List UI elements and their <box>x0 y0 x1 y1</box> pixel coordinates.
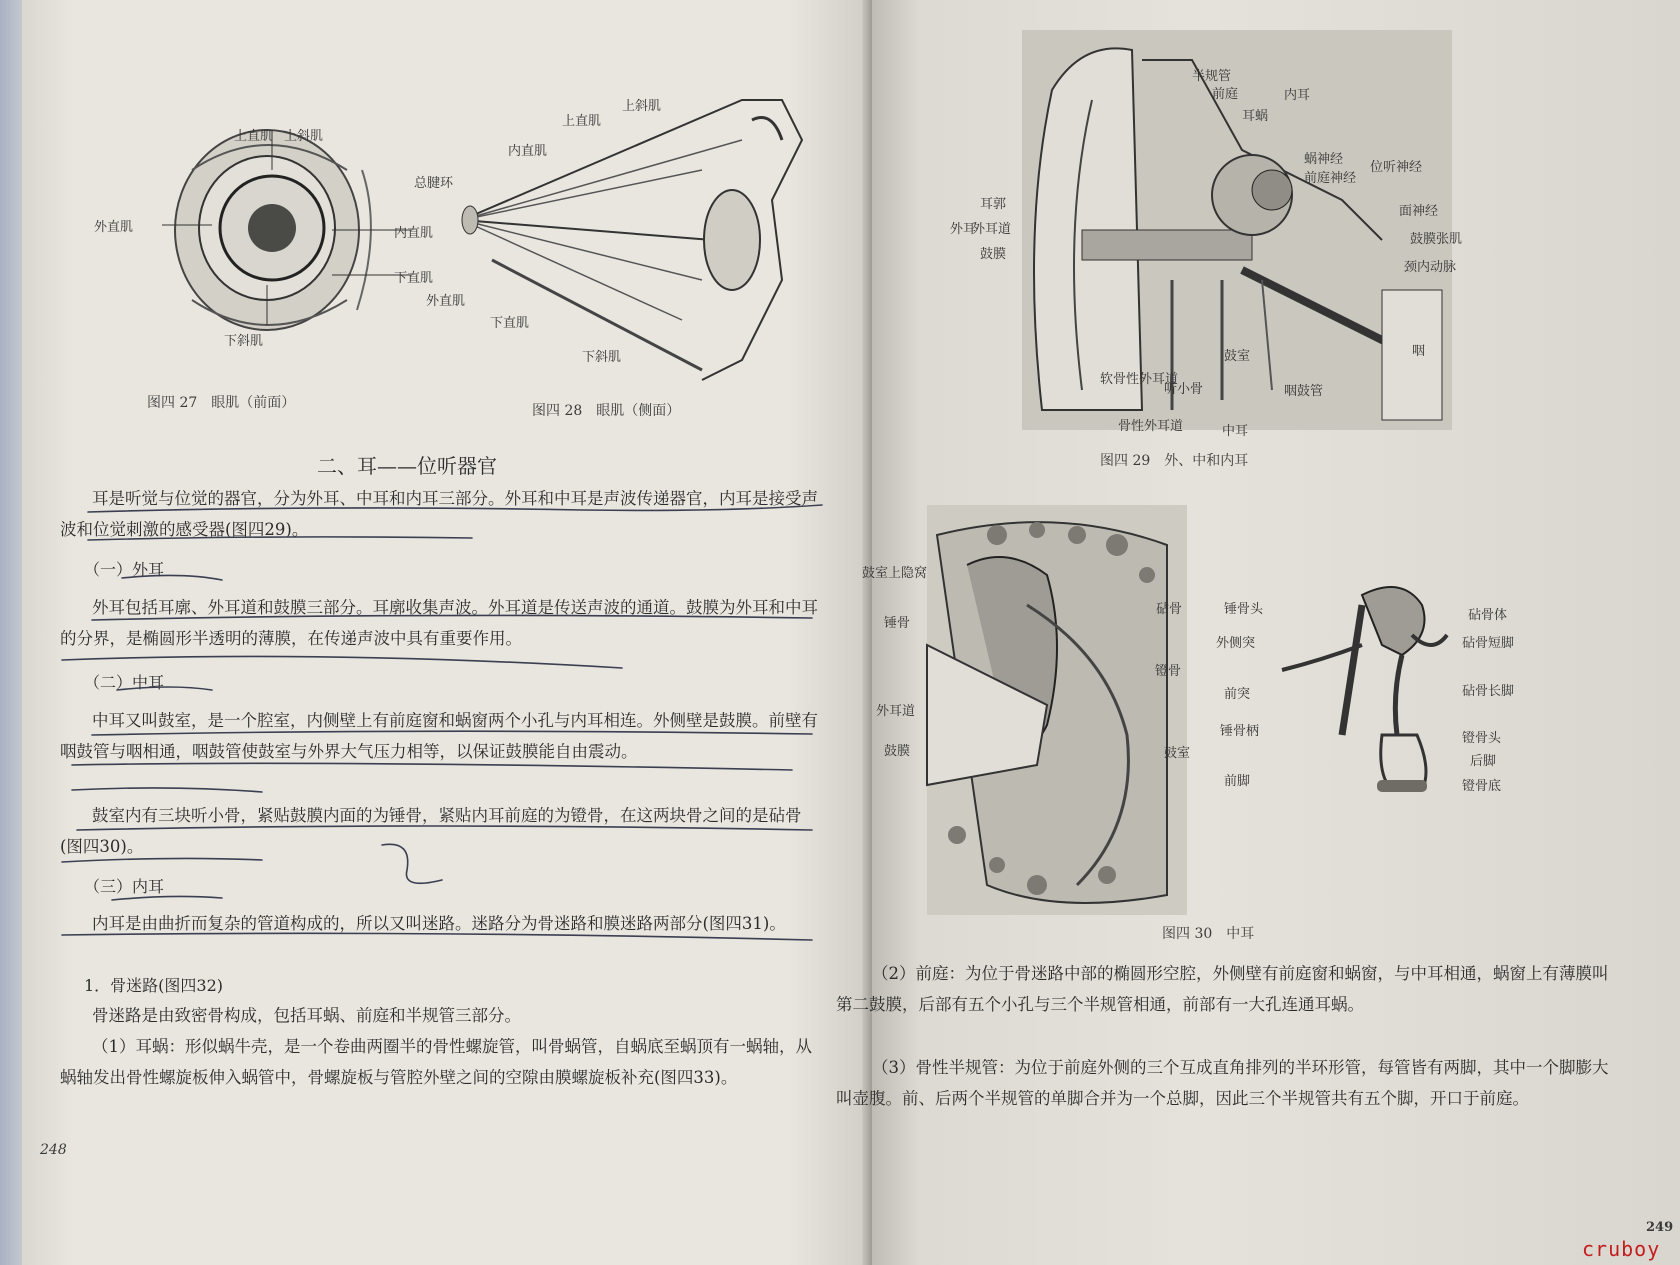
fig30-epitympanic-label: 鼓室上隐窝 <box>862 566 928 581</box>
figure-30-middle-ear <box>927 505 1187 915</box>
fig28-inferior-rectus-label: 下直肌 <box>490 316 530 331</box>
fig28-superior-rectus-label: 上直肌 <box>562 114 602 129</box>
bony-labyrinth-title: 1．骨迷路(图四32) <box>84 976 224 995</box>
fig30-caption: 图四 30 中耳 <box>1162 926 1255 942</box>
cochlea-paragraph: （1）耳蜗：形似蜗牛壳，是一个卷曲两圈半的骨性螺旋管，叫骨蜗管，自蜗底至蜗顶有一蜗轴，从蜗轴发出骨性螺旋板伸入蜗管中，骨螺旋板与管腔外壁之间的空隙由膜螺旋板补充(图四33)。 <box>60 1037 812 1087</box>
vestibule-paragraph: （2）前庭：为位于骨迷路中部的椭圆形空腔，外侧壁有前庭窗和蜗窗，与中耳相通，蜗窗上有薄膜叫第二鼓膜，后部有五个小孔与三个半规管相通，前部有一大孔连通耳蜗。 <box>836 964 1609 1014</box>
left-page <box>22 0 872 1265</box>
fig27-superior-rectus-label: 上直肌 <box>234 129 274 144</box>
left-page-number: 248 <box>40 1142 67 1158</box>
outer-ear-paragraph: 外耳包括耳廓、外耳道和鼓膜三部分。耳廓收集声波。外耳道是传送声波的通道。鼓膜为外耳和中耳的分界，是椭圆形半透明的薄膜，在传递声波中具有重要作用。 <box>60 598 818 648</box>
ossicles-malleus-head-label: 锤骨头 <box>1224 602 1264 617</box>
fig29-bony-canal-label: 骨性外耳道 <box>1118 419 1184 434</box>
fig27-caption: 图四 27 眼肌（前面） <box>147 395 296 411</box>
figure-30-ossicles <box>1282 575 1462 805</box>
fig28-inferior-oblique-label: 下斜肌 <box>582 350 622 365</box>
fig30-incus-label: 砧骨 <box>1156 602 1183 617</box>
fig29-facial-nerve-label: 面神经 <box>1399 204 1439 219</box>
fig28-lateral-rectus-label: 外直肌 <box>426 294 466 309</box>
fig29-inner-ear-label: 内耳 <box>1284 88 1311 103</box>
middle-ear-title: （二）中耳 <box>84 673 165 692</box>
outer-ear-title: （一）外耳 <box>84 560 165 579</box>
ossicles-incus-long-label: 砧骨长脚 <box>1462 684 1515 699</box>
fig27-inferior-rectus-label: 下直肌 <box>394 271 434 286</box>
fig28-superior-oblique-label: 上斜肌 <box>622 99 662 114</box>
fig28-caption: 图四 28 眼肌（侧面） <box>532 403 681 419</box>
fig27-superior-oblique-label: 上斜肌 <box>284 129 324 144</box>
fig29-pinna-label: 耳郭 <box>980 197 1007 212</box>
ossicles-incus-body-label: 砧骨体 <box>1468 608 1508 623</box>
ossicles-anterior-process-label: 前突 <box>1224 687 1251 702</box>
fig29-tensor-tympani-label: 鼓膜张肌 <box>1410 232 1463 247</box>
fig29-carotid-label: 颈内动脉 <box>1404 260 1457 275</box>
ossicles-malleus-handle-label: 锤骨柄 <box>1220 724 1260 739</box>
inner-ear-title: （三）内耳 <box>84 877 165 896</box>
fig29-ossicles-label: 听小骨 <box>1164 382 1204 397</box>
fig29-vestibulocochlear-label: 位听神经 <box>1370 160 1423 175</box>
fig30-tympanic-label: 鼓室 <box>1164 746 1191 761</box>
semicircular-canal-paragraph: （3）骨性半规管：为位于前庭外侧的三个互成直角排列的半环形管，每管皆有两脚，其中一个脚膨大叫壶腹。前、后两个半规管的单脚合并为一个总脚，因此三个半规管共有五个脚，开口于前庭。 <box>836 1058 1609 1108</box>
fig28-medial-rectus-label: 内直肌 <box>508 144 548 159</box>
fig30-ear-canal-label: 外耳道 <box>876 704 916 719</box>
fig29-outer-ear-label: 外耳 <box>950 222 977 237</box>
ossicles-anterior-crus-label: 前脚 <box>1224 774 1251 789</box>
ossicles-stapes-head-label: 镫骨头 <box>1462 731 1502 746</box>
right-page <box>836 0 1680 1265</box>
fig29-semicircular-label: 半规管 <box>1192 69 1232 84</box>
fig30-malleus-label: 锤骨 <box>884 616 911 631</box>
section-title: 二、耳——位听器官 <box>317 454 497 478</box>
fig29-vestibule-label: 前庭 <box>1212 87 1239 102</box>
inner-ear-paragraph: 内耳是由曲折而复杂的管道构成的，所以又叫迷路。迷路分为骨迷路和膜迷路两部分(图四31)。 <box>92 914 786 933</box>
ossicles-lateral-process-label: 外侧突 <box>1216 636 1256 651</box>
intro-paragraph: 耳是听觉与位觉的器官，分为外耳、中耳和内耳三部分。外耳和中耳是声波传递器官，内耳是接受声波和位觉刺激的感受器(图四29)。 <box>60 489 818 539</box>
right-page-number: 249 <box>1646 1220 1674 1235</box>
fig29-pharynx-label: 咽 <box>1412 344 1426 359</box>
fig29-ear-canal-label: 外耳道 <box>972 222 1012 237</box>
middle-ear-paragraph-2: 鼓室内有三块听小骨，紧贴鼓膜内面的为锤骨，紧贴内耳前庭的为镫骨，在这两块骨之间的是砧骨(图四30)。 <box>60 806 802 856</box>
fig27-lateral-rectus-label: 外直肌 <box>94 220 134 235</box>
fig30-stapes-label: 镫骨 <box>1155 664 1182 679</box>
fig29-eustachian-label: 咽鼓管 <box>1284 384 1324 399</box>
watermark: cruboy <box>1582 1237 1661 1261</box>
middle-ear-paragraph-1: 中耳又叫鼓室，是一个腔室，内侧壁上有前庭窗和蜗窗两个小孔与内耳相连。外侧壁是鼓膜。前壁有咽鼓管与咽相通，咽鼓管使鼓室与外界大气压力相等，以保证鼓膜能自由震动。 <box>60 711 818 761</box>
ossicles-posterior-crus-label: 后脚 <box>1470 754 1497 769</box>
ossicles-footplate-label: 镫骨底 <box>1462 779 1502 794</box>
ossicles-incus-short-label: 砧骨短脚 <box>1462 636 1515 651</box>
handwritten-underlines <box>22 0 872 1265</box>
fig29-auditory-nerve-label: 蜗神经 <box>1304 152 1344 167</box>
fig29-eardrum-label: 鼓膜 <box>980 247 1007 262</box>
bony-labyrinth-paragraph: 骨迷路是由致密骨构成，包括耳蜗、前庭和半规管三部分。 <box>92 1006 521 1025</box>
fig29-cochlea-label: 耳蜗 <box>1242 109 1269 124</box>
fig29-middle-ear-label: 中耳 <box>1222 424 1249 439</box>
fig29-tympanic-label: 鼓室 <box>1224 349 1251 364</box>
fig27-medial-rectus-label: 内直肌 <box>394 226 434 241</box>
fig29-caption: 图四 29 外、中和内耳 <box>1100 453 1249 469</box>
fig27-inferior-oblique-label: 下斜肌 <box>224 334 264 349</box>
fig30-eardrum-label: 鼓膜 <box>884 744 911 759</box>
fig28-common-ring-label: 总腱环 <box>414 176 454 191</box>
fig29-vestibular-nerve-label: 前庭神经 <box>1304 171 1357 186</box>
fig29-cartilage-canal-label: 软骨性外耳道 <box>1100 372 1179 387</box>
